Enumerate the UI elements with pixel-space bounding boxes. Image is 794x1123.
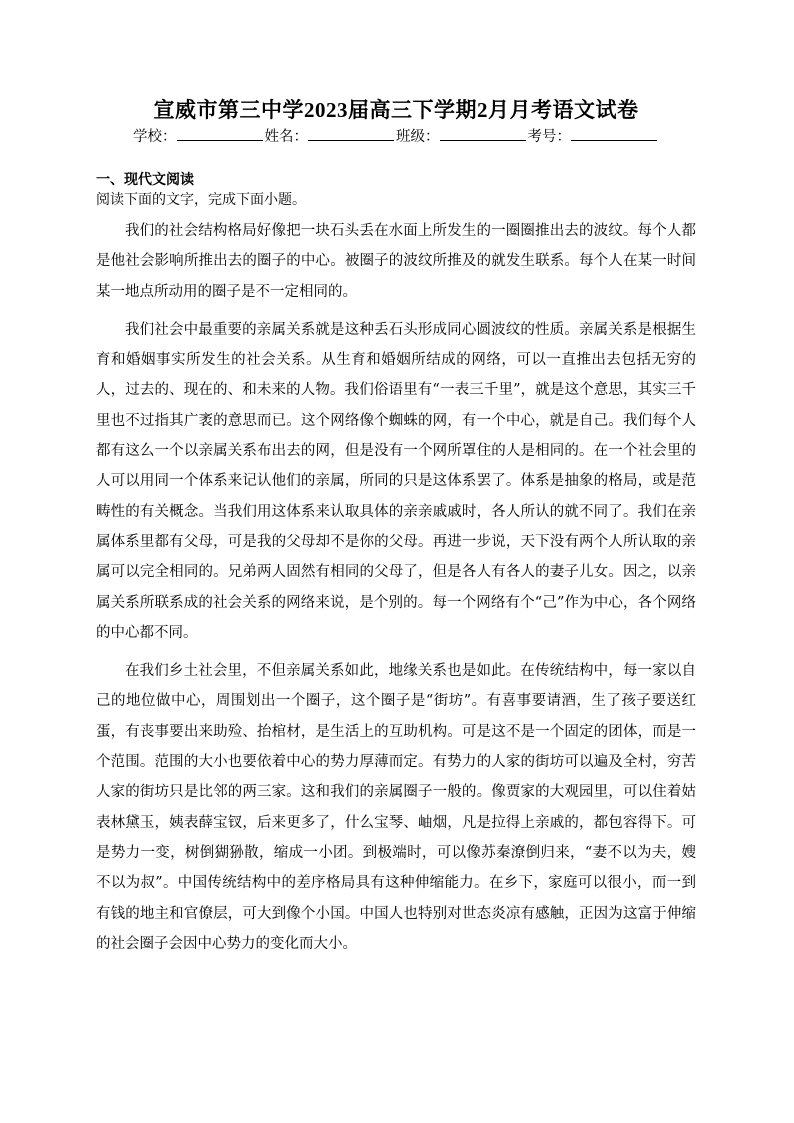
exam-number-field [528, 126, 660, 148]
passage-paragraph: 在我们乡土社会里，不但亲属关系如此，地缘关系也是如此。在传统结构中，每一家以自己的地位做中心，周围划出一个圈子，这个圈子是“街坊”。有喜事要请酒，生了孩子要送红蛋，有丧事要出来助殓、抬棺材，是生活上的互助机构。可是这不是一个固定的团体，而是一个范围。范围的大小也要依着中心的势力厚薄而定。有势力的人家的街坊可以遍及全村，穷苦人家的街坊只是比邻的两三家。这和我们的亲属圈子一般的。像贾家的大观园里，可以住着姑表林黛玉，姨表薛宝钗，后来更多了，什么宝琴、岫烟，凡是拉得上亲戚的，都包容得下。可是势力一变，树倒猢狲散，缩成一小团。到极端时，可以像苏秦潦倒归来，“妻不以为夫，嫂不以为叔”。中国传统结构中的差序格局具有这种伸缩能力。在乡下，家庭可以很小，而一到有钱的地主和官僚层，可大到像个小国。中国人也特别对世态炎凉有感触，正因为这富于伸缩的社会圈子会因中心势力的变化而大小。 [96, 663, 696, 952]
school-field [133, 126, 265, 148]
passage-paragraph: 我们社会中最重要的亲属关系就是这种丢石头形成同心圆波纹的性质。亲属关系是根据生育和婚姻事实所发生的社会关系。从生育和婚姻所结成的网络，可以一直推出去包括无穷的人，过去的、现在的、和未来的人物。我们俗语里有“一表三千里”，就是这个意思，其实三千里也不过指其广袤的意思而已。这个网络像个蜘蛛的网，有一个中心，就是自己。我们每个人都有这么一个以亲属关系布出去的网，但是没有一个网所罩住的人是相同的。在一个社会里的人可以用同一个体系来记认他们的亲属，所同的只是这体系罢了。体系是抽象的格局，或是范畴性的有关概念。当我们用这体系来认取具体的亲亲戚戚时，各人所认的就不同了。我们在亲属体系里都有父母，可是我的父母却不是你的父母。再进一步说，天下没有两个人所认取的亲属可以完全相同的。兄弟两人固然有相同的父母了，但是各人有各人的妻子儿女。因之，以亲属关系所联系成的社会关系的网络来说，是个别的。每一个网络有个“己”作为中心，各个网络的中心都不同。 [96, 321, 696, 641]
exam-number-blank [571, 126, 657, 141]
student-info-line [96, 126, 696, 148]
name-field [265, 126, 397, 148]
name-label: 姓名： [264, 129, 308, 145]
name-blank [308, 126, 394, 141]
reading-passage [96, 216, 696, 959]
exam-title: 宣威市第三中学2023届高三下学期2月月考语文试卷 [153, 98, 639, 122]
school-blank [177, 126, 263, 141]
section-heading: 一、现代文阅读 [96, 172, 194, 188]
exam-number-label: 考号： [527, 129, 571, 145]
passage-paragraph: 我们的社会结构格局好像把一块石头丢在水面上所发生的一圈圈推出去的波纹。每个人都是他社会影响所推出去的圈子的中心。被圈子的波纹所推及的就发生联系。每个人在某一时间某一地点所动用的圈子是不一定相同的。 [96, 223, 696, 300]
class-field [396, 126, 528, 148]
class-label: 班级： [396, 129, 440, 145]
school-label: 学校： [133, 129, 177, 145]
class-blank [440, 126, 526, 141]
section-instruction: 阅读下面的文字，完成下面小题。 [96, 192, 306, 208]
